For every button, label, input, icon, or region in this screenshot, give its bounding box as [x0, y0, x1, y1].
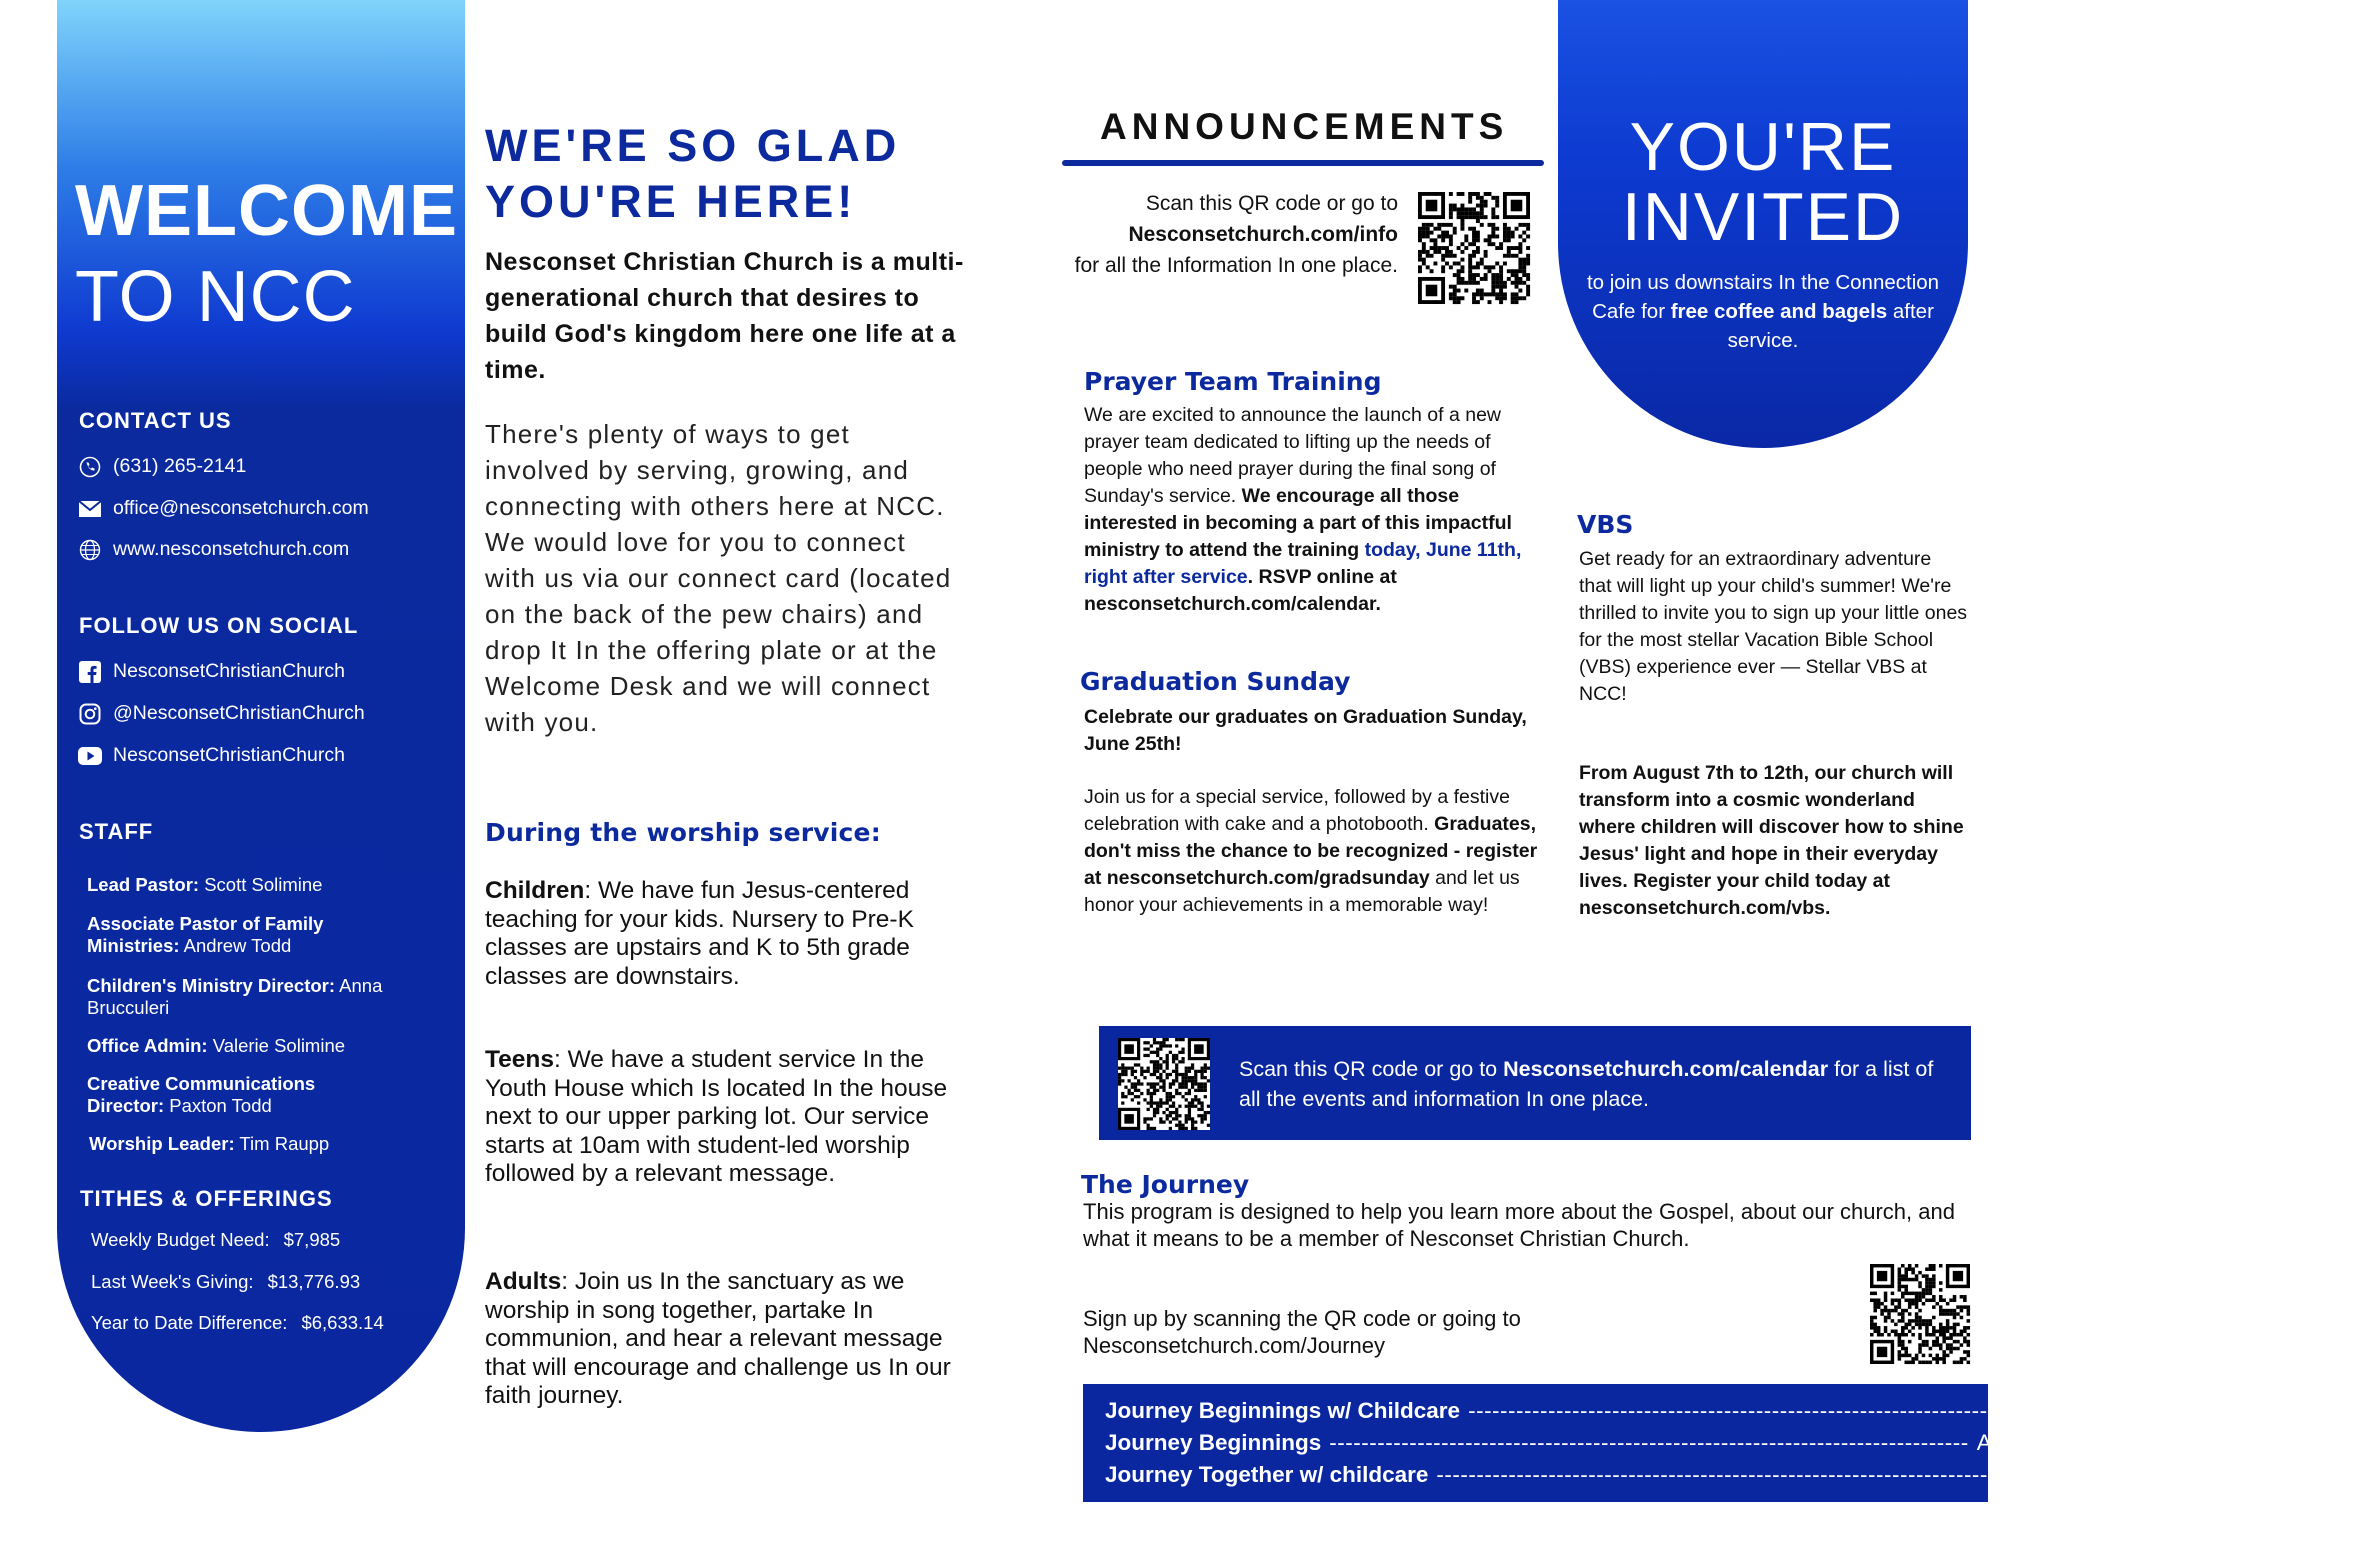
schedule-name: Journey Beginnings w/ Childcare — [1105, 1398, 1461, 1423]
staff-heading: STAFF — [79, 819, 154, 844]
tithe-ytd-difference — [91, 1312, 451, 1334]
tithe-label: Last Week's Giving: — [91, 1271, 254, 1292]
calendar-text — [1239, 1054, 1939, 1114]
info-scan-post: for all the Information In one place. — [1074, 254, 1398, 277]
staff-office-admin — [87, 1035, 437, 1057]
staff-childrens-director — [87, 975, 387, 1019]
get-involved-text: There's plenty of ways to get involved by serving, growing, and connecting with others here at NCC. We would love for you to connect with us via our connect card (located on the back of the pew chairs) and drop It In the offering plate or at the Welcome Desk and we will connect with you. — [485, 419, 952, 737]
tithe-value: $6,633.14 — [301, 1312, 384, 1333]
staff-associate-pastor — [87, 913, 387, 957]
calendar-qr-code[interactable] — [1118, 1038, 1210, 1130]
info-scan-text — [1060, 188, 1398, 281]
schedule-name: Journey Together w/ childcare — [1105, 1462, 1429, 1487]
info-scan-pre: Scan this QR code or go to — [1145, 192, 1398, 215]
phone-number: (631) 265-2141 — [113, 455, 247, 477]
globe-icon — [79, 539, 101, 561]
social-facebook[interactable] — [79, 660, 345, 683]
contact-website[interactable] — [79, 538, 349, 561]
staff-role: Office Admin: — [87, 1035, 208, 1056]
website-url: www.nesconsetchurch.com — [113, 538, 350, 560]
staff-role: Children's Ministry Director: — [87, 975, 336, 996]
adults-label: Adults — [485, 1268, 562, 1295]
graduation-p2b: Graduates, don't miss the chance to be recognized - register at nesconsetchurch.com/gradsunday — [1084, 813, 1538, 889]
journey-description: This program is designed to help you learn more about the Gospel, about our church, and what it means to be a member of Nesconset Christian Church. — [1083, 1199, 1955, 1251]
graduation-p2c: and let us honor your achievements in a memorable way! — [1084, 867, 1520, 916]
schedule-date: September 17th at 1pm — [2083, 1462, 2319, 1487]
social-heading: FOLLOW US ON SOCIAL — [79, 613, 359, 638]
graduation-p1: Celebrate our graduates on Graduation Sunday, June 25th! — [1084, 706, 1527, 755]
facebook-icon — [79, 661, 101, 683]
welcome-title-line2: TO NCC — [75, 257, 356, 337]
worship-service-heading: During the worship service: — [485, 818, 881, 847]
youtube-icon — [79, 745, 101, 767]
prayer-p2-date: today, June 11th, right after service — [1084, 539, 1522, 588]
invited-text-c: after service. — [1727, 300, 1934, 352]
adults-text: : Join us In the sanctuary as we worship in song together, partake In communion, and hear a relevant message that will encourage and challenge us In our faith journey. — [485, 1268, 951, 1409]
social-youtube[interactable] — [79, 744, 345, 767]
journey-heading: The Journey — [1081, 1170, 1250, 1199]
graduation-p2a: Join us for a special service, followed by a festive celebration with cake and a photobooth. — [1084, 786, 1510, 835]
mission-statement: Nesconset Christian Church is a multi-generational church that desires to build God's kingdom here one life at a time. — [485, 248, 964, 384]
welcome-panel — [57, 0, 465, 1432]
tithe-last-week — [91, 1271, 451, 1293]
teens-label: Teens — [485, 1046, 554, 1073]
facebook-handle: NesconsetChristianChurch — [113, 660, 345, 682]
staff-role: Worship Leader: — [89, 1133, 235, 1154]
children-label: Children — [485, 877, 585, 904]
calendar-pre: Scan this QR code or go to — [1239, 1057, 1504, 1081]
children-text: : We have fun Jesus-centered teaching for your kids. Nursery to Pre-K classes are upstairs and K to 5th grade classes are downstairs. — [485, 877, 914, 990]
prayer-team-text — [1084, 402, 1544, 618]
tithes-heading: TITHES & OFFERINGS — [80, 1186, 333, 1211]
contact-email[interactable] — [79, 497, 369, 520]
invited-title — [1558, 109, 1968, 255]
welcome-title-line1: WELCOME — [75, 171, 458, 251]
welcome-title — [75, 168, 465, 340]
adults-paragraph — [485, 1268, 955, 1411]
info-qr-code[interactable] — [1418, 192, 1530, 304]
contact-phone[interactable] — [79, 455, 246, 478]
prayer-p1: We are excited to announce the launch of a new prayer team dedicated to lifting up the needs of people who need prayer during the final song of Sunday's service. — [1084, 404, 1502, 507]
glad-title-line2: YOU'RE HERE! — [485, 176, 857, 227]
envelope-icon — [79, 498, 101, 520]
staff-worship-leader — [89, 1133, 439, 1155]
instagram-handle: @NesconsetChristianChurch — [113, 702, 365, 724]
schedule-date: August 13th at 1pm — [1976, 1430, 2172, 1455]
email-address: office@nesconsetchurch.com — [113, 497, 369, 519]
phone-icon — [79, 456, 101, 478]
calendar-url[interactable]: Nesconsetchurch.com/calendar — [1503, 1057, 1829, 1081]
staff-lead-pastor — [87, 874, 437, 896]
contact-heading: CONTACT US — [79, 408, 232, 433]
invited-text-a: to join us downstairs In the Connection Cafe for — [1586, 271, 1940, 323]
staff-name: Tim Raupp — [234, 1133, 330, 1154]
schedule-name: Journey Beginnings — [1105, 1430, 1322, 1455]
journey-schedule — [1083, 1384, 2355, 1502]
leader-dashes: -------------------------------------------------------------------------------- — [1436, 1462, 2076, 1487]
prayer-p2-bold: We encourage all those interested in becoming a part of this impactful ministry to attend the training — [1084, 485, 1512, 561]
schedule-row — [1105, 1430, 2172, 1456]
invited-title-line2: INVITED — [1621, 179, 1905, 255]
schedule-row — [1105, 1398, 2355, 1424]
schedule-date: Sunday, July 9th at 1pm — [2115, 1398, 2355, 1423]
teens-text: : We have a student service In the Youth House which Is located In the house next to our upper parking lot. Our service starts at 10am with student-led worship followed by a relevant message. — [485, 1046, 948, 1187]
staff-name: Scott Solimine — [199, 874, 323, 895]
staff-name: Valerie Solimine — [207, 1035, 346, 1056]
staff-creative-director — [87, 1073, 387, 1117]
vbs-heading: VBS — [1577, 510, 1634, 539]
youtube-handle: NesconsetChristianChurch — [113, 744, 345, 766]
tithe-label: Year to Date Difference: — [91, 1312, 288, 1333]
calendar-post: for a list of all the events and information In one place. — [1239, 1057, 1934, 1111]
calendar-banner — [1099, 1026, 1971, 1140]
journey-qr-code[interactable] — [1870, 1264, 1970, 1364]
prayer-p2-end: . RSVP online at nesconsetchurch.com/calendar. — [1084, 566, 1397, 615]
vbs-details: From August 7th to 12th, our church will transform into a cosmic wonderland where children will discover how to shine Jesus' light and hope in their everyday lives. Register your child today at nesconsetchurch.com/vbs. — [1579, 762, 1964, 919]
journey-signup: Sign up by scanning the QR code or going to Nesconsetchurch.com/Journey — [1083, 1306, 1521, 1358]
announcements-title: ANNOUNCEMENTS — [1100, 106, 1509, 147]
leader-dashes: -------------------------------------------------------------------------------- — [1468, 1398, 2108, 1423]
invited-title-line1: YOU'RE — [1629, 109, 1897, 185]
graduation-details — [1084, 784, 1544, 919]
tithe-weekly-budget — [91, 1229, 451, 1251]
info-scan-url[interactable]: Nesconsetchurch.com/info — [1128, 223, 1398, 246]
leader-dashes: -------------------------------------------------------------------------------- — [1329, 1430, 1969, 1455]
staff-role: Associate Pastor of Family Ministries: — [87, 913, 324, 956]
staff-name: Andrew Todd — [179, 935, 292, 956]
prayer-team-heading: Prayer Team Training — [1084, 367, 1382, 396]
social-instagram[interactable] — [79, 702, 365, 725]
graduation-intro — [1084, 704, 1534, 758]
staff-role: Lead Pastor: — [87, 874, 200, 895]
glad-title — [485, 118, 945, 230]
invited-text-bold: free coffee and bagels — [1670, 300, 1888, 323]
schedule-row — [1105, 1462, 2319, 1488]
staff-role: Creative Communications Director: — [87, 1073, 316, 1116]
teens-paragraph — [485, 1046, 955, 1189]
announcements-divider — [1062, 160, 1544, 166]
invited-text — [1580, 268, 1946, 355]
vbs-intro: Get ready for an extraordinary adventure that will light up your child's summer! We're thrilled to invite you to sign up your little ones for the most stellar Vacation Bible School (VBS) experience ever — Stellar VBS at NCC! — [1579, 548, 1968, 705]
tithe-label: Weekly Budget Need: — [91, 1229, 270, 1250]
tithe-value: $13,776.93 — [267, 1271, 361, 1292]
tithe-value: $7,985 — [283, 1229, 341, 1250]
graduation-heading: Graduation Sunday — [1080, 667, 1351, 696]
glad-title-line1: WE'RE SO GLAD — [485, 120, 901, 171]
staff-name: Anna Brucculeri — [87, 975, 383, 1018]
instagram-icon — [79, 703, 101, 725]
children-paragraph — [485, 877, 955, 991]
staff-name: Paxton Todd — [164, 1095, 272, 1116]
invited-panel — [1558, 0, 1968, 448]
